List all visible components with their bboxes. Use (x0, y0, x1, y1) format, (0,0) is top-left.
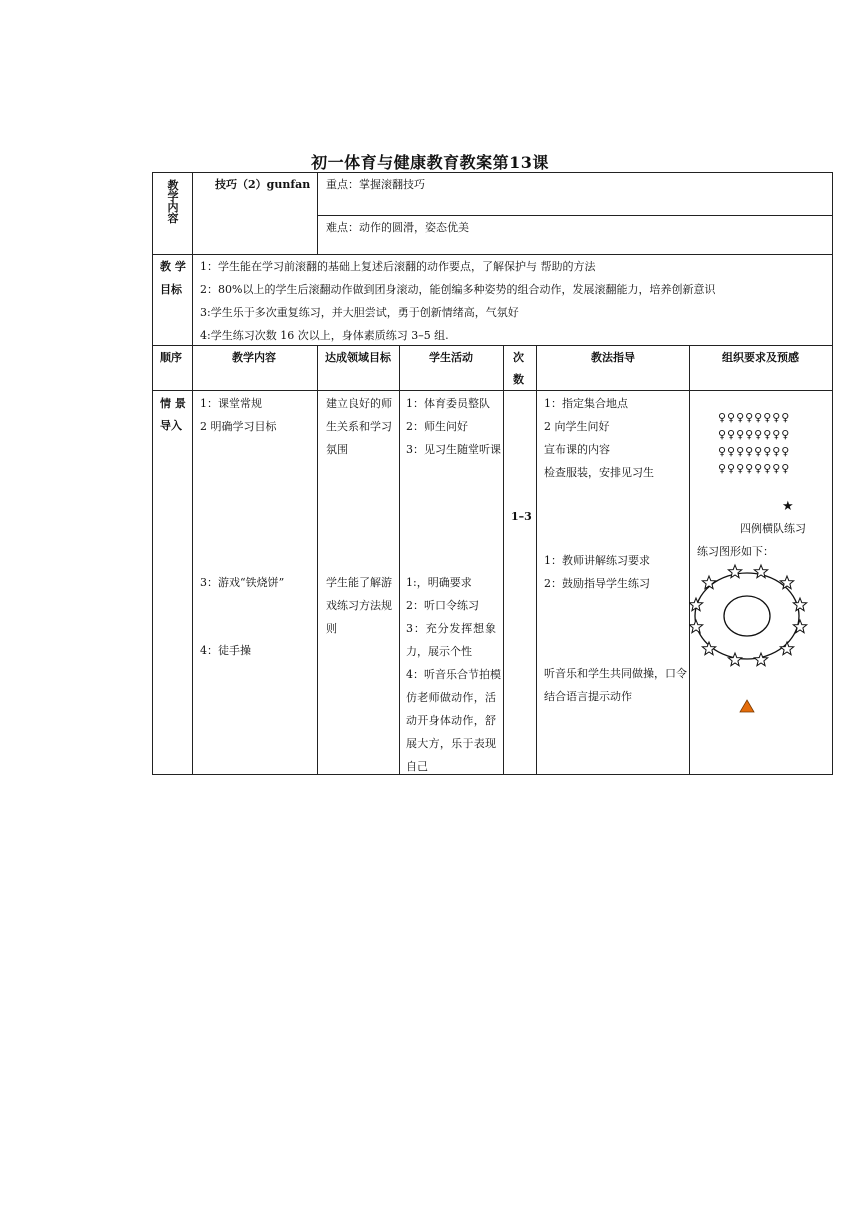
teaching-content-label: 教学内容 (167, 179, 179, 225)
section-label-line1: 情 景 (160, 397, 186, 410)
list-item: 2：鼓励指导学生练习 (544, 577, 650, 590)
goals-list (200, 255, 715, 347)
inner-circle (724, 596, 770, 636)
star-icon (780, 642, 793, 655)
method-list-a (544, 392, 654, 484)
list-item: 1：指定集合地点 (544, 397, 628, 410)
list-item: 2 明确学习目标 (200, 420, 277, 433)
list-item: 1:，明确要求 (406, 576, 472, 589)
goals-label-line1: 教 学 (160, 260, 186, 273)
activity-list-b (406, 571, 501, 778)
content-list-a (200, 392, 277, 438)
col-header-content: 教学内容 (232, 351, 276, 364)
divider (399, 345, 400, 775)
difficulty: 难点：动作的圆滑，姿态优美 (326, 221, 469, 234)
list-item: 建立良好的师 (326, 397, 392, 410)
formation-row: ♀♀♀♀♀♀♀♀ (718, 411, 791, 424)
list-item: 3：充分发挥想象 (406, 622, 496, 635)
list-item: 戏练习方法规 (326, 599, 392, 612)
list-item: 2 向学生问好 (544, 420, 610, 433)
col-header-activity: 学生活动 (429, 351, 473, 364)
list-item: 仿老师做动作，活 (406, 691, 496, 704)
col-header-times-1: 次 (513, 351, 524, 364)
goal-item: 1：学生能在学习前滚翻的基础上复述后滚翻的动作要点，了解保护与 帮助的方法 (200, 260, 596, 273)
formation-row: ♀♀♀♀♀♀♀♀ (718, 428, 791, 441)
teacher-star-icon: ★ (782, 499, 794, 514)
section-label-line2: 导入 (160, 419, 182, 432)
star-icon (754, 653, 767, 666)
method-list-c (544, 662, 687, 708)
list-item: 自己 (406, 760, 428, 773)
list-item: 1：课堂常规 (200, 397, 262, 410)
col-header-objective: 达成领域目标 (325, 351, 391, 364)
col-header-times-2: 数 (513, 373, 524, 386)
list-item: 展大方，乐于表现 (406, 737, 496, 750)
list-item: 生关系和学习 (326, 420, 392, 433)
list-item: 4：听音乐合节拍模 (406, 668, 501, 681)
list-item: 则 (326, 622, 337, 635)
divider (192, 172, 193, 775)
star-icon (689, 620, 702, 633)
col-header-order: 顺序 (160, 351, 182, 364)
formation-row: ♀♀♀♀♀♀♀♀ (718, 445, 791, 458)
list-item: 学生能了解游 (326, 576, 392, 589)
list-item: 2：听口令练习 (406, 599, 479, 612)
star-icon (780, 576, 793, 589)
list-item: 3：见习生随堂听课 (406, 443, 501, 456)
star-icon (702, 642, 715, 655)
list-item: 1：体育委员整队 (406, 397, 490, 410)
lesson-topic: 技巧（2）gunfan (215, 178, 311, 191)
goals-label-line2: 目标 (160, 283, 182, 296)
list-item: 氛围 (326, 443, 348, 456)
list-item: 力，展示个性 (406, 645, 472, 658)
list-item: 检查服装，安排见习生 (544, 466, 654, 479)
list-item: 动开身体动作，舒 (406, 714, 496, 727)
content-game: 3：游戏“铁烧饼” (200, 576, 285, 589)
activity-list-a (406, 392, 501, 461)
col-header-method: 教法指导 (591, 351, 635, 364)
triangle-icon (740, 700, 754, 712)
diagram-label: 练习图形如下： (697, 545, 774, 558)
circle-formation-diagram (689, 560, 833, 720)
divider (536, 345, 537, 775)
star-icon (728, 653, 741, 666)
times-value: 1–3 (511, 510, 532, 523)
goal-item: 3:学生乐于多次重复练习，并大胆尝试，勇于创新情绪高，气氛好 (200, 306, 519, 319)
formation-rows (718, 409, 790, 477)
objective-list-b (326, 571, 392, 640)
divider (317, 345, 318, 775)
list-item: 结合语言提示动作 (544, 690, 632, 703)
key-point: 重点：掌握滚翻技巧 (326, 178, 425, 191)
objective-list-a (326, 392, 392, 461)
goal-item: 2：80%以上的学生后滚翻动作做到团身滚动，能创编多种姿势的组合动作，发展滚翻能力，培养创新意识 (200, 283, 716, 296)
method-list-b (544, 549, 650, 595)
col-header-org: 组织要求及预感 (722, 351, 799, 364)
list-item: 宣布课的内容 (544, 443, 610, 456)
goal-item: 4:学生练习次数 16 次以上，身体素质练习 3–5 组. (200, 329, 449, 342)
divider (503, 345, 504, 775)
list-item: 2：师生问好 (406, 420, 468, 433)
divider (152, 390, 833, 391)
page-title: 初一体育与健康教育教案第13课 (311, 153, 549, 172)
formation-row: ♀♀♀♀♀♀♀♀ (718, 462, 791, 475)
content-exercise: 4：徒手操 (200, 644, 251, 657)
divider (317, 172, 318, 254)
list-item: 听音乐和学生共同做操，口令 (544, 667, 687, 680)
formation-label: 四例横队练习 (740, 522, 806, 535)
stars-group (689, 565, 806, 666)
list-item: 1：教师讲解练习要求 (544, 554, 650, 567)
